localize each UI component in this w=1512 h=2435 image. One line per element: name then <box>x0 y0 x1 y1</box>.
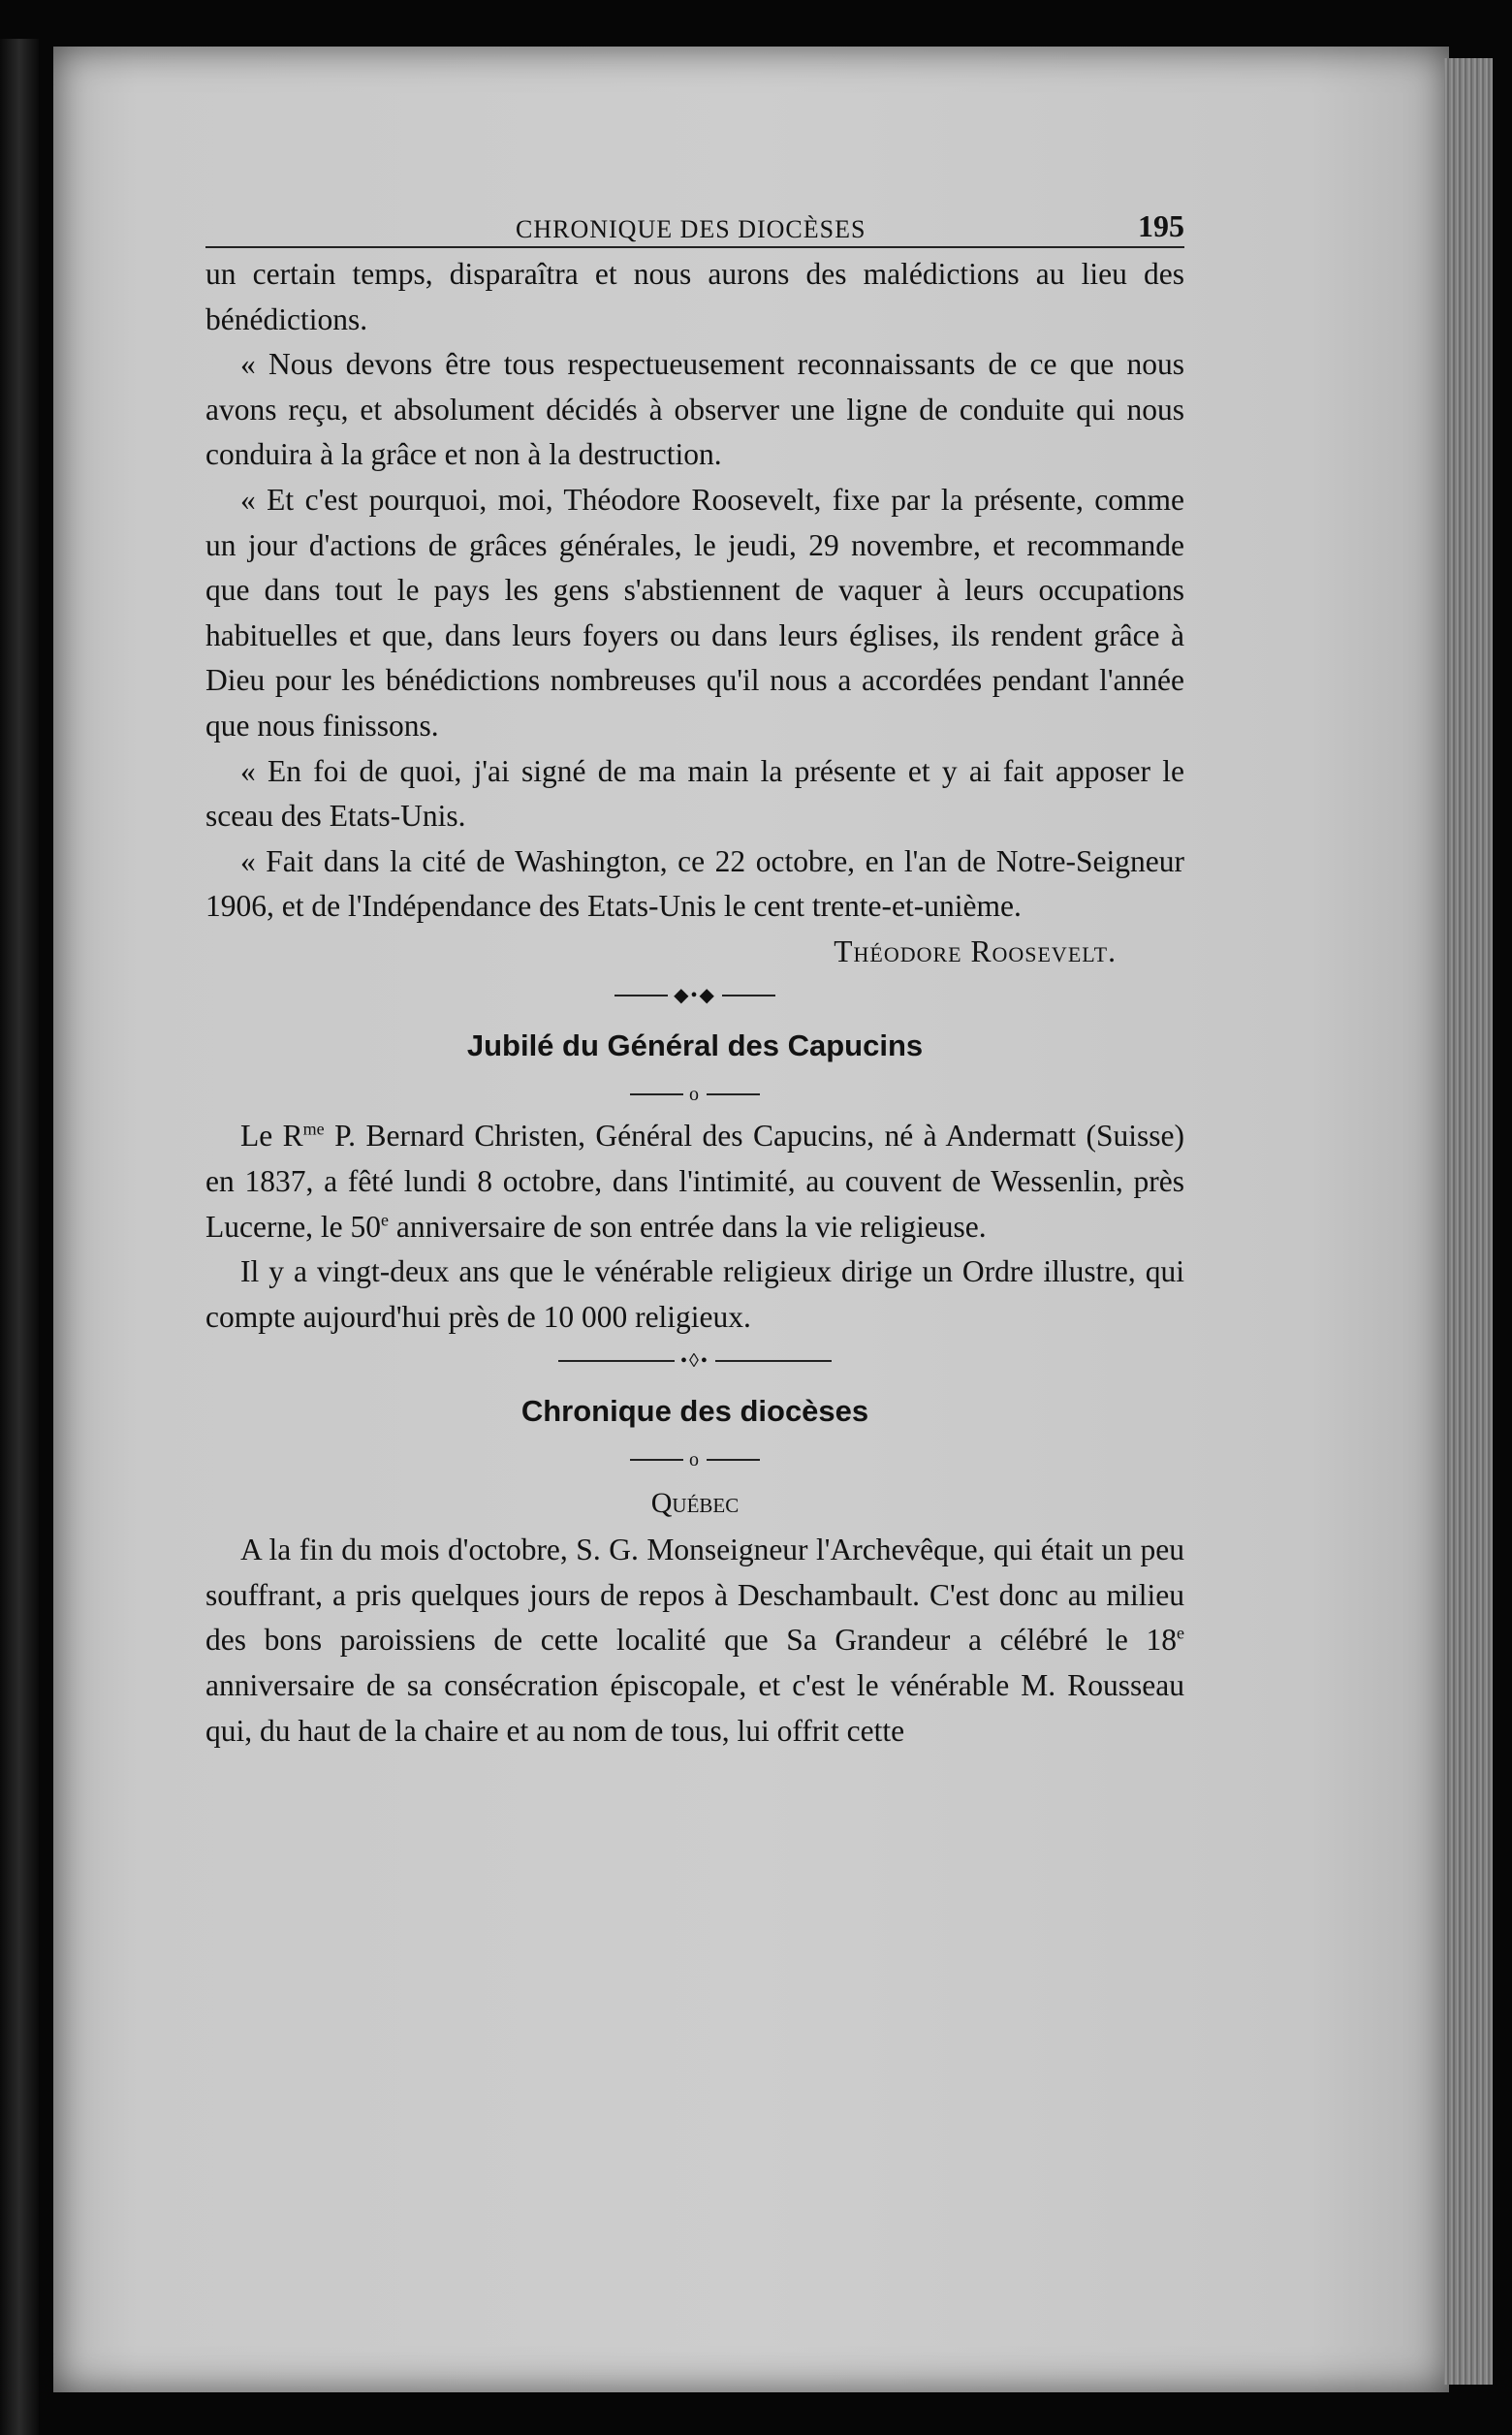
running-title: CHRONIQUE DES DIOCÈSES <box>516 215 866 243</box>
chronique-text: anniversaire de sa consécration épiscopale, et c'est le vénérable M. Rousseau qui, du haut de la chaire et au nom de tous, lui offrit cette <box>205 1668 1184 1748</box>
superscript: me <box>302 1119 325 1139</box>
jubile-paragraph-1 <box>205 1114 1184 1249</box>
separator-rule <box>630 1459 683 1461</box>
page-text <box>205 204 1184 1754</box>
section-title-chronique: Chronique des diocèses <box>520 1394 869 1429</box>
ornament-divider-2 <box>205 1340 1184 1380</box>
section-title-jubile: Jubilé du Général des Capucins <box>466 1028 924 1063</box>
jubile-paragraph-2: Il y a vingt-deux ans que le vénérable religieux dirige un Ordre illustre, qui compte aujourd'hui près de 10 000 religieux. <box>205 1254 1184 1334</box>
separator-mark: o <box>689 1084 701 1106</box>
separator-rule <box>707 1093 760 1095</box>
ornament-rule <box>558 1360 675 1362</box>
proclamation-paragraph-5: « Fait dans la cité de Washington, ce 22 octobre, en l'an de Notre-Seigneur 1906, et de l'Indépendance des Etats-Unis le cent trente-et-unième. <box>205 843 1184 924</box>
superscript: e <box>1177 1623 1184 1643</box>
ornament-rule <box>614 995 668 996</box>
superscript: e <box>381 1210 390 1230</box>
proclamation-paragraph-3: « Et c'est pourquoi, moi, Théodore Roosevelt, fixe par la présente, comme un jour d'actions de grâces générales, le jeudi, 29 novembre, et recommande que dans tout le pays les gens s'abstiennent de vaquer à leurs occupations habituelles et que, dans leurs foyers ou dans leurs églises, ils rendent grâce à Dieu pour les bénédictions nombreuses qu'il nous a accordées pendant l'année que nous finissons. <box>205 482 1184 743</box>
jubile-text: P. Bernard Christen, Général des Capucins, né à Andermatt (Suisse) en 1837, a fêté lundi 8 octobre, dans l'intimité, au couvent de Wessenlin, près Lucerne, le 50 <box>205 1119 1184 1244</box>
separator-rule <box>630 1093 683 1095</box>
separator-jubile <box>205 1073 1184 1114</box>
ornament-rule <box>715 1360 832 1362</box>
separator-mark: o <box>689 1449 701 1471</box>
ornament-divider-1 <box>205 975 1184 1016</box>
signature: Théodore Roosevelt. <box>834 933 1117 968</box>
fleuron-icon: ◆•◆ <box>674 985 716 1007</box>
page-number: 195 <box>1138 208 1184 243</box>
ornament-rule <box>722 995 775 996</box>
proclamation-paragraph-2: « Nous devons être tous respectueusement reconnaissants de ce que nous avons reçu, et absolument décidés à observer une ligne de conduite qui nous conduira à la grâce et non à la destruction. <box>205 347 1184 472</box>
proclamation-paragraph-1: un certain temps, disparaîtra et nous aurons des malédictions au lieu des bénédictions. <box>205 257 1184 336</box>
chronique-text: A la fin du mois d'octobre, S. G. Monseigneur l'Archevêque, qui était un peu souffrant, a pris quelques jours de repos à Deschambault. C'est donc au milieu des bons paroissiens de cette localité que Sa Grandeur a célébré le 18 <box>205 1533 1184 1658</box>
jubile-text: Le R <box>240 1119 303 1154</box>
page-stack-edge <box>1444 58 1493 2385</box>
subheading-quebec: Québec <box>650 1487 740 1520</box>
separator-chronique <box>205 1439 1184 1479</box>
chronique-paragraph-1 <box>205 1528 1184 1754</box>
separator-rule <box>707 1459 760 1461</box>
binding-edge <box>0 39 39 2435</box>
proclamation-paragraph-4: « En foi de quoi, j'ai signé de ma main la présente et y ai fait apposer le sceau des Etats-Unis. <box>205 753 1184 834</box>
jubile-text: anniversaire de son entrée dans la vie religieuse. <box>389 1209 987 1244</box>
page-header <box>205 204 1184 248</box>
fleuron-icon: •◊• <box>680 1350 709 1373</box>
